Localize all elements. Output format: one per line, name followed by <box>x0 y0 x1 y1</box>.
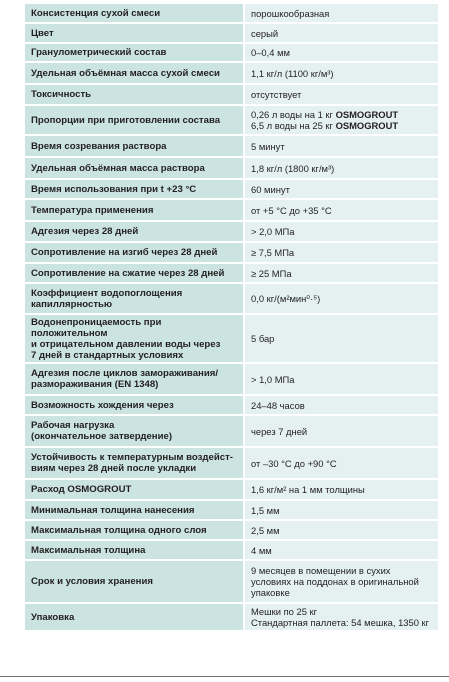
bottom-divider <box>0 676 449 677</box>
table-row <box>25 416 438 448</box>
property-value <box>245 63 438 85</box>
property-value <box>245 364 438 396</box>
property-value <box>245 85 438 106</box>
table-row <box>25 264 438 284</box>
property-label-line: (окончательное затвердение) <box>31 431 173 442</box>
table-row <box>25 541 438 561</box>
table-row <box>25 561 438 604</box>
property-value <box>245 106 438 136</box>
table-row <box>25 448 438 480</box>
property-label <box>25 158 245 180</box>
property-value-line: Стандартная паллета: 54 мешка, 1350 кг <box>251 617 430 628</box>
property-label-line: Сопротивление на изгиб через 28 дней <box>31 247 218 258</box>
property-value <box>245 4 438 24</box>
table-row <box>25 501 438 521</box>
table-row <box>25 480 438 501</box>
property-label-line: Температура применения <box>31 204 154 216</box>
property-value-line: условиях на поддонах в оригинальной <box>251 576 419 587</box>
table-row <box>25 284 438 315</box>
table-row <box>25 243 438 264</box>
property-value <box>245 521 438 541</box>
property-label <box>25 416 245 448</box>
property-label-line: Минимальная толщина нанесения <box>31 504 195 516</box>
product-name: OSMOGROUT <box>335 120 399 131</box>
property-value-line: 9 месяцев в помещении в сухих <box>251 565 391 576</box>
property-value-line: 5 минут <box>251 140 285 152</box>
table-row <box>25 604 438 632</box>
property-label-line: Пропорции при приготовлении состава <box>31 114 221 126</box>
property-value-line: от –30 °С до +90 °С <box>251 457 337 469</box>
property-value <box>245 158 438 180</box>
property-value-line: от +5 °С до +35 °С <box>251 204 332 216</box>
property-label-line: Адгезия после циклов замораживания/ <box>31 368 218 379</box>
property-value-line: 60 минут <box>251 183 290 195</box>
property-label-line: Токсичность <box>31 89 92 100</box>
property-value <box>245 416 438 448</box>
property-label <box>25 4 245 24</box>
table-row <box>25 521 438 541</box>
property-value-line: 1,6 кг/м² на 1 мм толщины <box>251 484 365 495</box>
specifications-table-body <box>25 4 438 632</box>
table-row <box>25 24 438 44</box>
property-label-line: Устойчивость к температурным воздейст- <box>31 452 233 463</box>
product-name: OSMOGROUT <box>335 109 399 120</box>
table-row <box>25 396 438 416</box>
table-row <box>25 180 438 200</box>
property-value <box>245 541 438 561</box>
property-label <box>25 284 245 315</box>
property-value <box>245 396 438 416</box>
property-value <box>245 24 438 44</box>
property-value <box>245 501 438 521</box>
property-value-text: 6,5 л воды на 25 кг <box>251 120 336 131</box>
property-label-line: Водонепроницаемость при положительном <box>31 316 162 339</box>
property-label-line: 7 дней в стандартных условиях <box>31 349 184 361</box>
property-label-line: Коэффициент водопоглощения <box>31 287 183 299</box>
property-label-line: Максимальная толщина одного слоя <box>31 524 207 536</box>
property-label-line: Цвет <box>31 27 54 39</box>
property-label <box>25 561 245 604</box>
property-value-line: 1,1 кг/л (1100 кг/м³) <box>251 67 334 79</box>
property-value <box>245 222 438 243</box>
property-label-line: Удельная объёмная масса сухой смеси <box>31 67 220 79</box>
property-label <box>25 63 245 85</box>
property-label-line: размораживания (EN 1348) <box>31 379 159 390</box>
property-label <box>25 24 245 44</box>
property-value <box>245 448 438 480</box>
table-row <box>25 4 438 24</box>
property-value-line: > 2,0 МПа <box>251 226 295 237</box>
property-value-line: > 1,0 МПа <box>251 373 295 385</box>
property-label-line: Возможность хождения через <box>31 399 174 411</box>
table-row <box>25 136 438 158</box>
property-value-line <box>251 120 434 131</box>
property-label <box>25 180 245 200</box>
property-value-line <box>251 109 434 120</box>
property-label <box>25 604 245 632</box>
property-value-line: порошкообразная <box>251 7 330 19</box>
property-label-line: Упаковка <box>31 611 75 623</box>
property-value-line: упаковке <box>251 587 290 598</box>
property-value-line: 24–48 часов <box>251 399 305 411</box>
property-value-text: 0,26 л воды на 1 кг <box>251 109 336 120</box>
property-value <box>245 561 438 604</box>
property-label-line: Адгезия через 28 дней <box>31 226 139 237</box>
property-label <box>25 264 245 284</box>
property-value-line: отсутствует <box>251 89 302 100</box>
property-label <box>25 315 245 364</box>
property-value <box>245 264 438 284</box>
table-row <box>25 315 438 364</box>
property-label-line: Расход OSMOGROUT <box>31 484 132 495</box>
property-label-line: Сопротивление на сжатие через 28 дней <box>31 267 225 279</box>
property-value-line: Мешки по 25 кг <box>251 606 318 617</box>
specifications-table <box>25 4 438 632</box>
table-row <box>25 200 438 222</box>
property-label <box>25 106 245 136</box>
table-row <box>25 106 438 136</box>
property-value <box>245 480 438 501</box>
property-label <box>25 501 245 521</box>
property-value-line: 1,8 кг/л (1800 кг/м³) <box>251 162 335 174</box>
property-label <box>25 480 245 501</box>
property-value <box>245 243 438 264</box>
table-row <box>25 158 438 180</box>
property-label-line: Время созревания раствора <box>31 140 167 152</box>
property-label <box>25 541 245 561</box>
table-row <box>25 364 438 396</box>
table-row <box>25 44 438 63</box>
property-label <box>25 364 245 396</box>
property-value <box>245 136 438 158</box>
property-label-line: капиллярностью <box>31 298 113 310</box>
property-value-line: 4 мм <box>251 544 272 556</box>
property-value-line: ≥ 7,5 МПа <box>251 247 295 258</box>
property-value-line: 0,0 кг/(м²мин⁰·⁵) <box>251 293 321 304</box>
property-label-line: Удельная объёмная масса раствора <box>31 162 205 174</box>
property-label-line: Время использования при t +23 °C <box>31 183 197 195</box>
property-value <box>245 604 438 632</box>
table-row <box>25 63 438 85</box>
property-label <box>25 44 245 63</box>
property-label <box>25 85 245 106</box>
property-value-line: через 7 дней <box>251 425 308 437</box>
property-label-line: и отрицательном давлении воды через <box>31 338 221 350</box>
property-value <box>245 315 438 364</box>
property-value-line: 5 бар <box>251 333 275 344</box>
property-value <box>245 44 438 63</box>
property-label-line: Срок и условия хранения <box>31 576 153 587</box>
table-row <box>25 85 438 106</box>
property-label-line: Максимальная толщина <box>31 544 146 556</box>
property-label <box>25 396 245 416</box>
property-value-line: ≥ 25 МПа <box>251 267 292 279</box>
property-label-line: Гранулометрический состав <box>31 47 167 58</box>
property-label <box>25 243 245 264</box>
property-label-line: Рабочая нагрузка <box>31 420 115 431</box>
property-label <box>25 448 245 480</box>
property-value-line: 1,5 мм <box>251 504 280 516</box>
property-value-line: 0–0,4 мм <box>251 47 290 58</box>
property-value <box>245 180 438 200</box>
property-value <box>245 200 438 222</box>
property-value-line: серый <box>251 27 279 39</box>
property-label <box>25 200 245 222</box>
property-value-line: 2,5 мм <box>251 524 280 536</box>
table-row <box>25 222 438 243</box>
property-label <box>25 136 245 158</box>
property-label <box>25 222 245 243</box>
property-label-line: Консистенция сухой смеси <box>31 7 161 19</box>
property-value <box>245 284 438 315</box>
property-label <box>25 521 245 541</box>
property-label-line: виям через 28 дней после укладки <box>31 463 197 474</box>
